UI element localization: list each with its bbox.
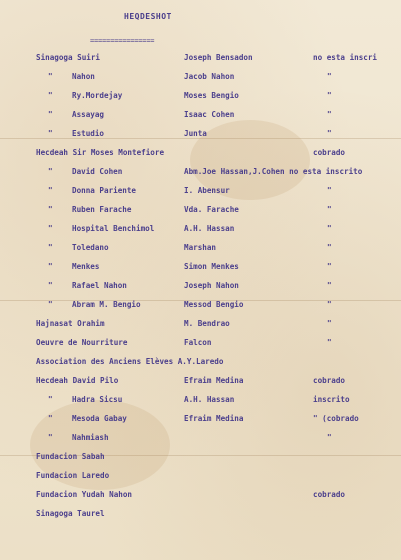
entry-line	[0, 261, 401, 275]
entry-line	[0, 71, 401, 85]
entry-line	[0, 337, 401, 351]
entry-person: Moses Bengio	[184, 91, 239, 100]
entry-line	[0, 280, 401, 294]
entry-note: "	[327, 186, 332, 195]
entry-line	[0, 52, 401, 66]
entry-note: cobrado	[313, 490, 346, 499]
ditto-mark: "	[48, 243, 53, 252]
ditto-mark: "	[48, 186, 53, 195]
entry-person: Joseph Bensadon	[184, 53, 253, 62]
entry-line	[0, 299, 401, 313]
entry-person: Isaac Cohen	[184, 110, 235, 119]
entry-line	[0, 413, 401, 427]
entry-name: Nahmiash	[72, 433, 109, 442]
entry-name: Sinagoga Suiri	[36, 53, 101, 62]
entry-name: Rafael Nahon	[72, 281, 127, 290]
entry-person: I. Abensur	[184, 186, 230, 195]
document-title: HEQDESHOT	[124, 12, 172, 21]
entry-name: Fundacion Sabah	[36, 452, 105, 461]
entry-person: A.H. Hassan	[184, 224, 235, 233]
ditto-mark: "	[48, 262, 53, 271]
entry-line	[0, 90, 401, 104]
ditto-mark: "	[48, 300, 53, 309]
entry-name: Nahon	[72, 72, 95, 81]
entry-line	[0, 128, 401, 142]
entry-line	[0, 223, 401, 237]
entry-person: Simon Menkes	[184, 262, 239, 271]
entry-person: Joseph Nahon	[184, 281, 239, 290]
title-underline: ================	[90, 37, 155, 45]
ditto-mark: "	[48, 414, 53, 423]
entry-person: Jacob Nahon	[184, 72, 235, 81]
entry-person: Marshan	[184, 243, 217, 252]
entry-note: "	[327, 300, 332, 309]
entry-note: "	[327, 72, 332, 81]
entry-note: "	[327, 281, 332, 290]
entry-note: "	[327, 262, 332, 271]
entry-person: Junta	[184, 129, 207, 138]
entry-note: "	[327, 110, 332, 119]
entry-note: "	[327, 224, 332, 233]
entry-note: "	[327, 433, 332, 442]
entry-line	[0, 356, 401, 370]
entry-note: no esta inscri	[313, 53, 378, 62]
entry-line	[0, 166, 401, 180]
entry-person: A.H. Hassan	[184, 395, 235, 404]
ditto-mark: "	[48, 433, 53, 442]
entry-name: Hajnasat Orahim	[36, 319, 105, 328]
entry-person: Messod Bengio	[184, 300, 244, 309]
entry-line	[0, 375, 401, 389]
entry-person: Efraim Medina	[184, 414, 244, 423]
entry-line	[0, 242, 401, 256]
entry-name: Mesoda Gabay	[72, 414, 127, 423]
entry-name: Hecdeah David Pilo	[36, 376, 119, 385]
entry-note: " (cobrado	[313, 414, 359, 423]
entry-line	[0, 394, 401, 408]
entry-name: Sinagoga Taurel	[36, 509, 105, 518]
entry-note: "	[327, 243, 332, 252]
entry-person: Efraim Medina	[184, 376, 244, 385]
entry-line	[0, 204, 401, 218]
entry-name: Hospital Benchimol	[72, 224, 155, 233]
entry-note: cobrado	[313, 376, 346, 385]
entry-name: Fundacion Yudah Nahon	[36, 490, 133, 499]
entry-name: Association des Anciens Elèves A.Y.Laredo	[36, 357, 224, 366]
entry-name: Ry.Mordejay	[72, 91, 123, 100]
entry-name: Assayag	[72, 110, 105, 119]
entry-person: Falcon	[184, 338, 212, 347]
entry-note: "	[327, 338, 332, 347]
entry-name: Hecdeah Sir Moses Montefiore	[36, 148, 165, 157]
entry-line	[0, 185, 401, 199]
entry-note: inscrito	[313, 395, 350, 404]
entry-note: "	[327, 205, 332, 214]
entry-line	[0, 451, 401, 465]
entry-name: Donna Pariente	[72, 186, 137, 195]
entry-name: Estudio	[72, 129, 105, 138]
ditto-mark: "	[48, 110, 53, 119]
entry-note: "	[327, 319, 332, 328]
ditto-mark: "	[48, 91, 53, 100]
entry-line	[0, 109, 401, 123]
entry-line	[0, 508, 401, 522]
ditto-mark: "	[48, 129, 53, 138]
entry-note: "	[327, 91, 332, 100]
entry-person: Vda. Farache	[184, 205, 239, 214]
entry-line	[0, 318, 401, 332]
entry-name: Menkes	[72, 262, 100, 271]
entry-name: Hadra Sicsu	[72, 395, 123, 404]
entry-note: "	[327, 129, 332, 138]
entry-line	[0, 489, 401, 503]
entry-name: Ruben Farache	[72, 205, 132, 214]
entry-note: cobrado	[313, 148, 346, 157]
ditto-mark: "	[48, 167, 53, 176]
ditto-mark: "	[48, 224, 53, 233]
ditto-mark: "	[48, 395, 53, 404]
entry-person: M. Bendrao	[184, 319, 230, 328]
entry-line	[0, 147, 401, 161]
entry-name: Abram M. Bengio	[72, 300, 141, 309]
entry-line	[0, 432, 401, 446]
ditto-mark: "	[48, 72, 53, 81]
entry-name: Oeuvre de Nourriture	[36, 338, 128, 347]
entry-name: Toledano	[72, 243, 109, 252]
entry-name: Fundacion Laredo	[36, 471, 110, 480]
ditto-mark: "	[48, 205, 53, 214]
ditto-mark: "	[48, 281, 53, 290]
entry-person: Abm.Joe Hassan,J.Cohen no esta inscrito	[184, 167, 363, 176]
entry-line	[0, 470, 401, 484]
entry-name: David Cohen	[72, 167, 123, 176]
